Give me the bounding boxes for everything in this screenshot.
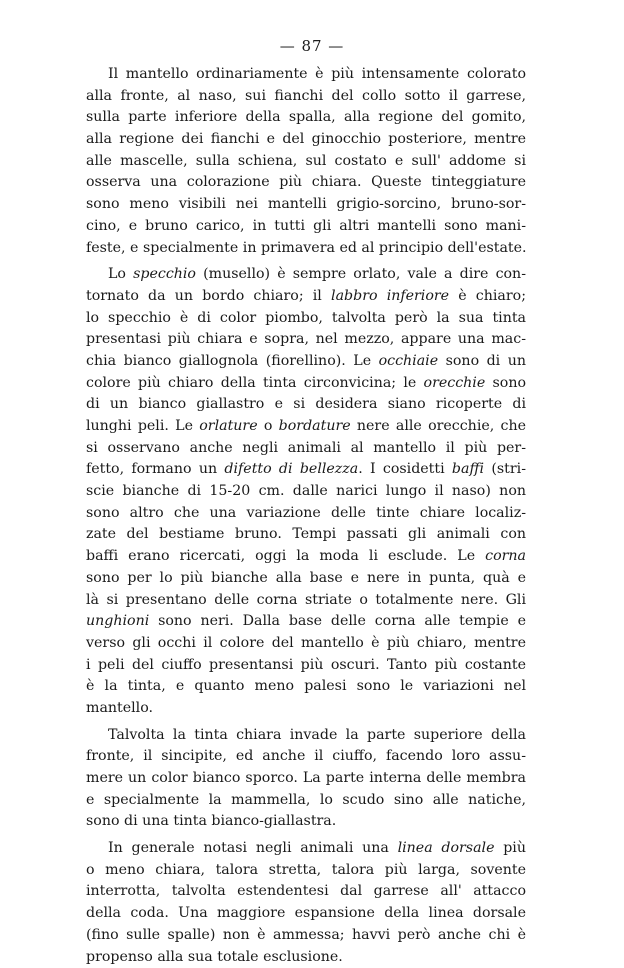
text-line [86, 308, 526, 330]
text-line [86, 611, 526, 633]
text-run: chia bianco giallognola (fiorellino). Le [86, 353, 379, 369]
text-line [86, 860, 526, 882]
text-run: . I cosidetti [358, 461, 452, 477]
text-line [86, 676, 526, 698]
text-run: si osservano anche negli animali al mantello il più per- [86, 440, 526, 456]
text-line [86, 768, 526, 790]
text-run: fronte, il sincipite, ed anche il ciuffo, facendo loro assu- [86, 748, 526, 764]
text-line [86, 725, 526, 747]
text-line [86, 416, 526, 438]
text-line [86, 481, 526, 503]
text-line [86, 503, 526, 525]
text-line [86, 329, 526, 351]
text-line [86, 903, 526, 925]
text-line [86, 633, 526, 655]
text-line [86, 811, 526, 833]
text-run: i peli del ciuffo presentansi più oscuri. Tanto più costante [86, 657, 526, 673]
text-run: o [258, 418, 279, 434]
text-run: (musello) è sempre orlato, vale a dire con- [196, 266, 526, 282]
text-line [86, 151, 526, 173]
italic-term: labbro inferiore [331, 288, 449, 304]
text-run: osserva una colorazione più chiara. Queste tinteggiature [86, 174, 526, 190]
text-line [86, 238, 526, 260]
italic-term: corna [485, 548, 526, 564]
text-run: Lo [108, 266, 133, 282]
page-number: — 87 — [0, 37, 624, 55]
text-run: sono altro che una variazione delle tinte chiare localiz- [86, 505, 526, 521]
text-line [86, 655, 526, 677]
text-run: zate del bestiame bruno. Tempi passati gli animali con [86, 526, 526, 542]
text-line [86, 698, 526, 720]
text-run: fetto, formano un [86, 461, 224, 477]
text-line [86, 351, 526, 373]
text-line [86, 459, 526, 481]
text-run: In generale notasi negli animali una [108, 840, 398, 856]
text-run: scie bianche di 15-20 cm. dalle narici lungo il naso) non [86, 483, 526, 499]
italic-term: specchio [133, 266, 196, 282]
text-run: (stri- [484, 461, 526, 477]
text-line [86, 746, 526, 768]
text-line [86, 838, 526, 860]
text-run: mantello. [86, 700, 153, 716]
text-run: di un bianco giallastro e si desidera siano ricoperte di [86, 396, 526, 412]
text-line [86, 925, 526, 947]
text-run: feste, e specialmente in primavera ed al principio dell'estate. [86, 240, 527, 256]
text-run: Il mantello ordinariamente è più intensamente colorato [108, 66, 526, 82]
text-run: e specialmente la mammella, lo scudo sino alle natiche, [86, 792, 526, 808]
text-run: mere un color bianco sporco. La parte interna delle membra [86, 770, 526, 786]
body-text [86, 64, 526, 968]
text-run: lunghi peli. Le [86, 418, 199, 434]
text-line [86, 947, 526, 968]
text-line [86, 524, 526, 546]
text-line [86, 286, 526, 308]
italic-term: baffi [452, 461, 484, 477]
text-run: tornato da un bordo chiaro; il [86, 288, 331, 304]
text-run: della coda. Una maggiore espansione della linea dorsale [86, 905, 526, 921]
text-run: sono meno visibili nei mantelli grigio-sorcino, bruno-sor- [86, 196, 526, 212]
text-run: là si presentano delle corna striate o totalmente nere. Gli [86, 592, 526, 608]
text-run: sono di un [438, 353, 526, 369]
text-run: colore più chiaro della tinta circonvicina; le [86, 375, 424, 391]
text-line [86, 438, 526, 460]
text-run: alla regione dei fianchi e del ginocchio posteriore, mentre [86, 131, 526, 147]
text-run: (fino sulle spalle) non è ammessa; havvi però anche chi è [86, 927, 526, 943]
text-run: è chiaro; [449, 288, 526, 304]
text-line [86, 373, 526, 395]
text-run: Talvolta la tinta chiara invade la parte superiore della [108, 727, 526, 743]
text-line [86, 216, 526, 238]
text-run: presentasi più chiara e sopra, nel mezzo, appare una mac- [86, 331, 526, 347]
text-run: cino, e bruno carico, in tutti gli altri mantelli sono mani- [86, 218, 526, 234]
text-line [86, 172, 526, 194]
italic-term: unghioni [86, 613, 149, 629]
italic-term: occhiaie [379, 353, 439, 369]
text-run: baffi erano ricercati, oggi la moda li esclude. Le [86, 548, 485, 564]
text-run: è la tinta, e quanto meno palesi sono le variazioni nel [86, 678, 526, 694]
text-run: interrotta, talvolta estendentesi dal garrese all' attacco [86, 883, 526, 899]
text-run: sono per lo più bianche alla base e nere in punta, quà e [86, 570, 526, 586]
text-line [86, 568, 526, 590]
italic-term: orecchie [424, 375, 486, 391]
text-run: verso gli occhi il colore del mantello è più chiaro, mentre [86, 635, 526, 651]
text-line [86, 129, 526, 151]
italic-term: orlature [199, 418, 257, 434]
italic-term: difetto di bellezza [224, 461, 358, 477]
text-run: più [494, 840, 526, 856]
text-line [86, 264, 526, 286]
text-line [86, 546, 526, 568]
text-run: alla fronte, al naso, sui fianchi del collo sotto il garrese, [86, 88, 526, 104]
text-run: sono di una tinta bianco-giallastra. [86, 813, 336, 829]
text-line [86, 194, 526, 216]
text-run: sono [485, 375, 526, 391]
text-run: sono neri. Dalla base delle corna alle tempie e [149, 613, 526, 629]
text-run: o meno chiara, talora stretta, talora più larga, sovente [86, 862, 526, 878]
text-run: propenso alla sua totale esclusione. [86, 949, 343, 965]
italic-term: linea dorsale [398, 840, 495, 856]
text-run: sulla parte inferiore della spalla, alla regione del gomito, [86, 109, 526, 125]
text-line [86, 107, 526, 129]
text-run: lo specchio è di color piombo, talvolta però la sua tinta [86, 310, 526, 326]
text-line [86, 86, 526, 108]
italic-term: bordature [279, 418, 351, 434]
text-line [86, 394, 526, 416]
text-line [86, 790, 526, 812]
text-run: nere alle orecchie, che [351, 418, 526, 434]
text-line [86, 64, 526, 86]
text-line [86, 590, 526, 612]
text-run: alle mascelle, sulla schiena, sul costato e sull' addome si [86, 153, 526, 169]
